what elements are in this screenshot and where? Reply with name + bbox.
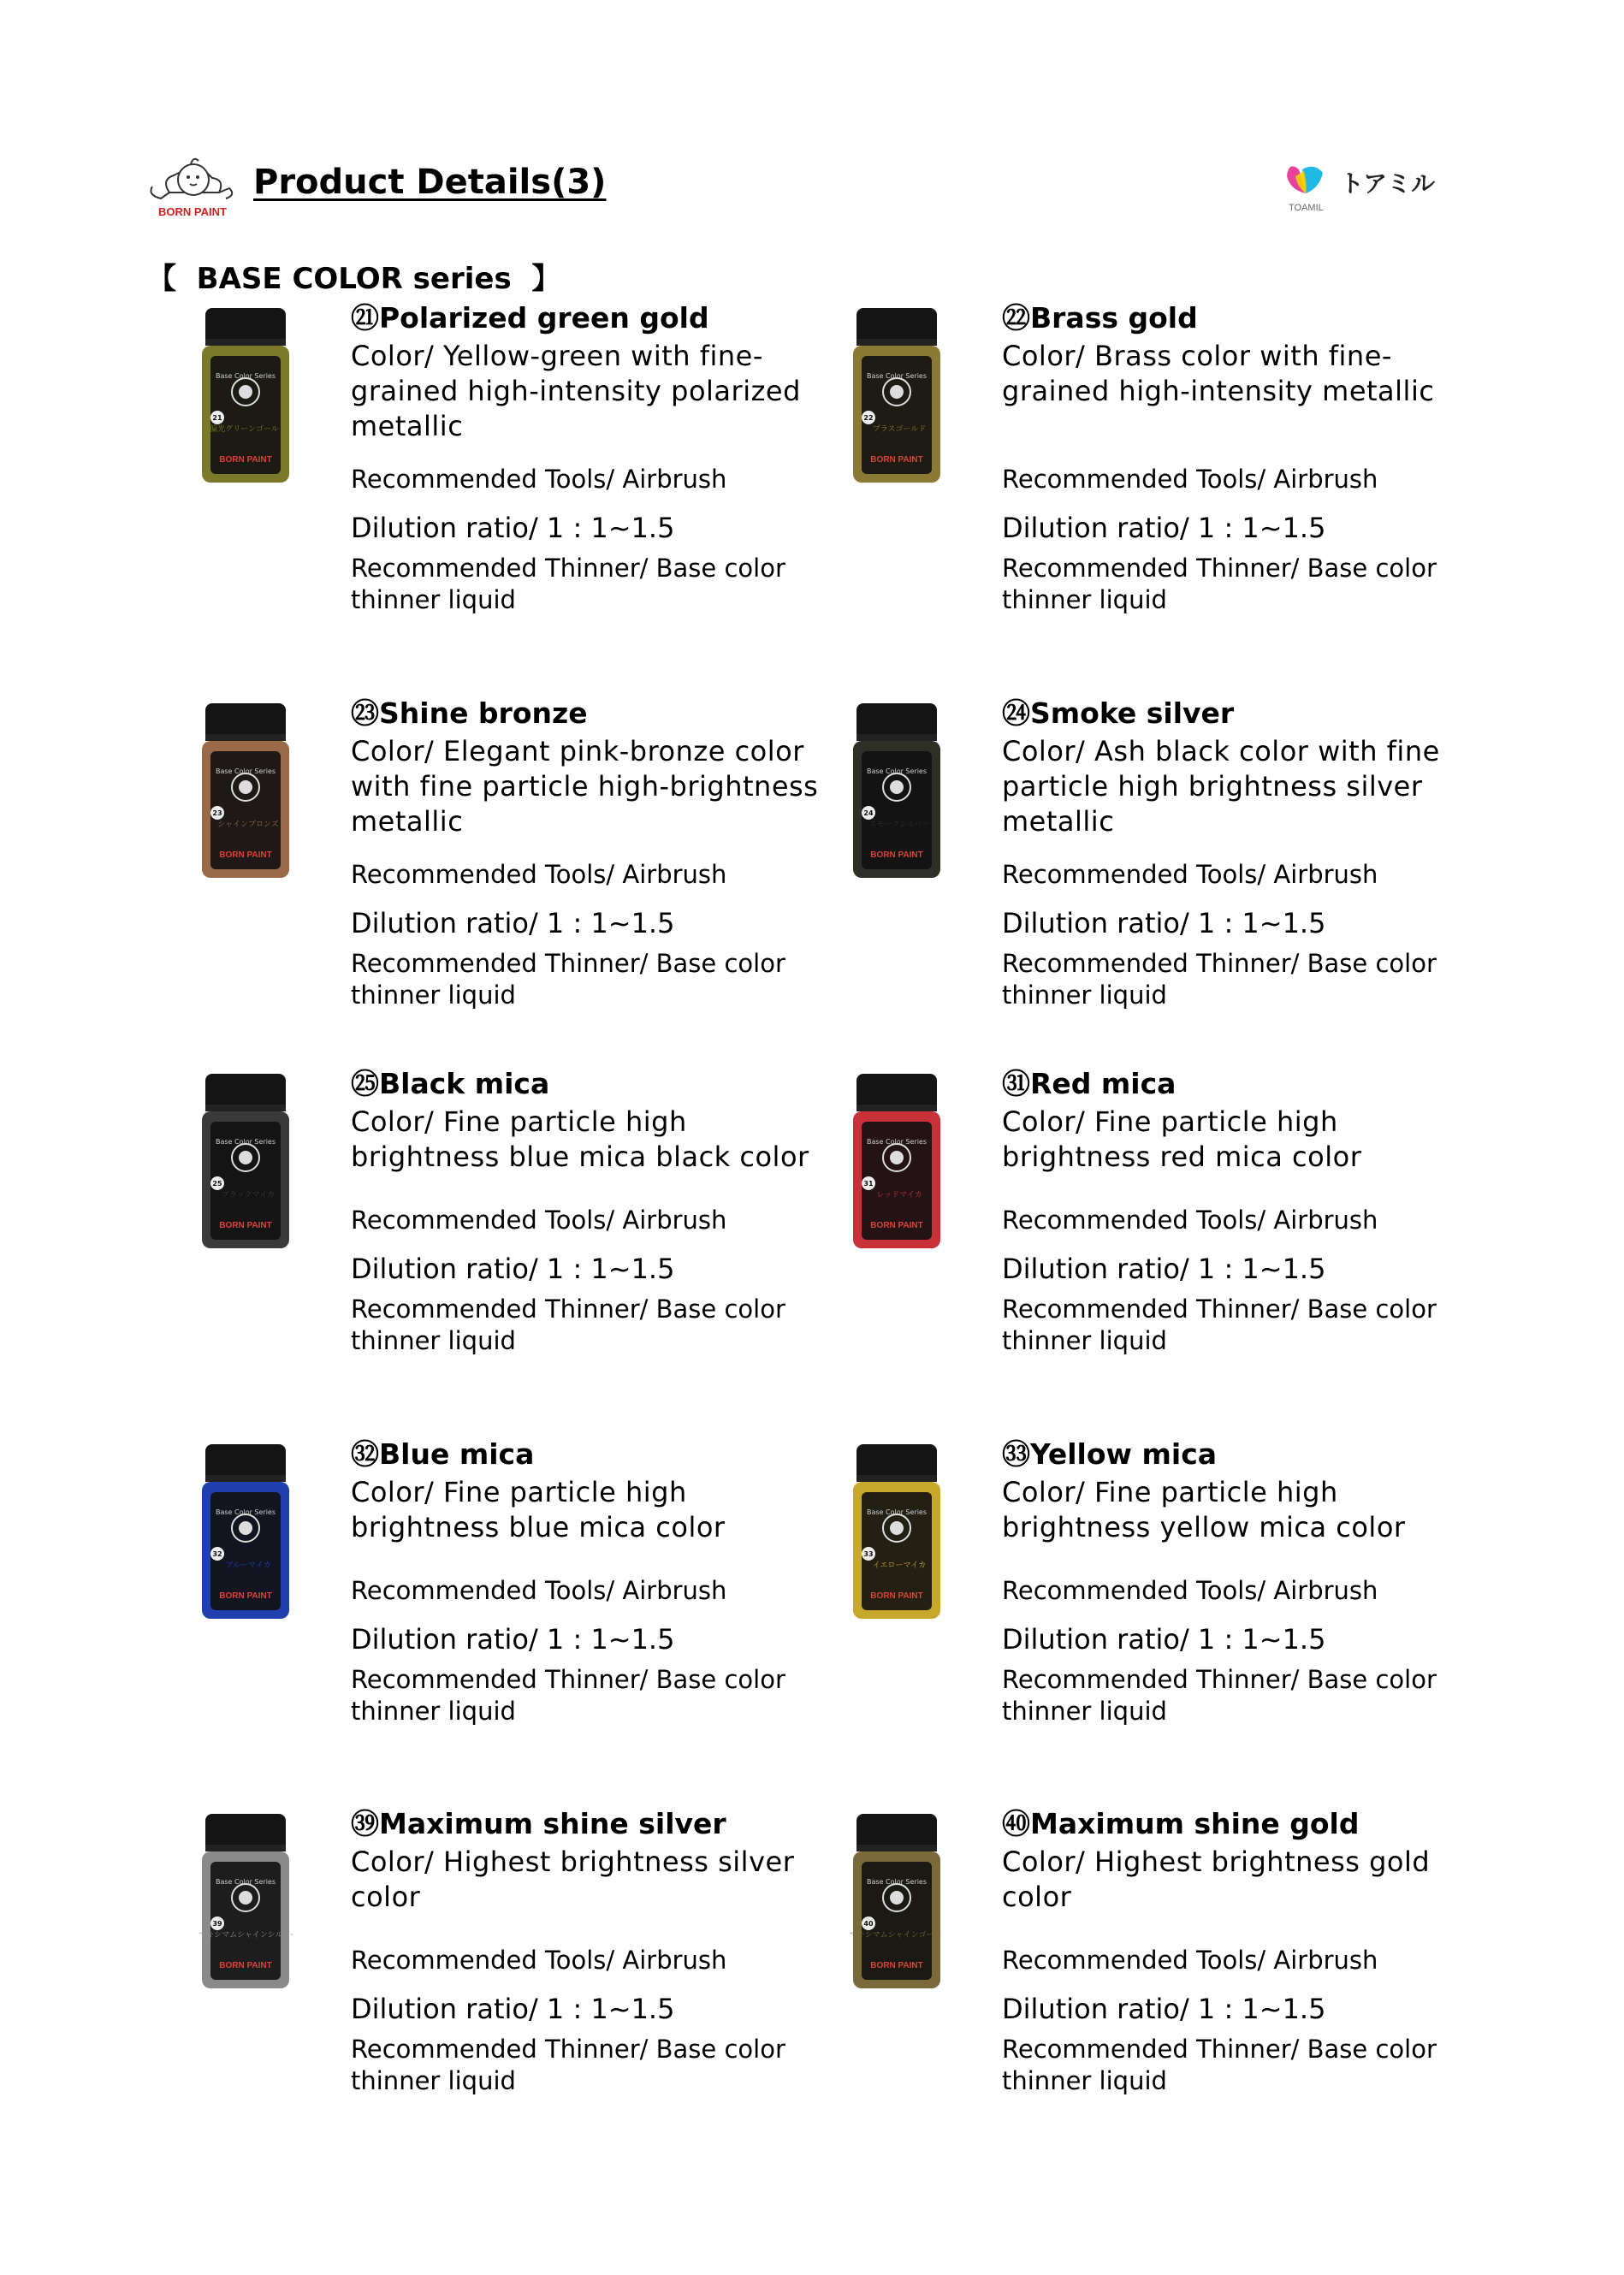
product-recommended-thinner: Recommended Thinner/ Base color thinner liquid [1002,1665,1437,1726]
product-color-description: Color/ Fine particle high brightness blue mica black color [351,1105,809,1173]
product-name: ㉛Red mica [1002,1067,1177,1100]
svg-text:レッドマイカ: レッドマイカ [876,1191,922,1200]
product-recommended-thinner: Recommended Thinner/ Base color thinner liquid [351,2035,785,2095]
svg-text:Base Color Series: Base Color Series [866,1508,928,1516]
svg-text:32: 32 [212,1550,222,1558]
product-recommended-tools: Recommended Tools/ Airbrush [351,860,727,889]
svg-text:偏光グリーンゴールド: 偏光グリーンゴールド [210,425,287,434]
product-color-description: Color/ Ash black color with fine particle high brightness silver metallic [1002,735,1440,838]
product-dilution-ratio: Dilution ratio/ 1 : 1~1.5 [1002,907,1326,939]
svg-text:Base Color Series: Base Color Series [215,1508,276,1516]
product-item [850,299,1517,650]
paint-bottle-image [850,702,944,881]
product-item [850,1065,1517,1416]
svg-text:Base Color Series: Base Color Series [215,767,276,775]
svg-text:BORN PAINT: BORN PAINT [870,850,923,860]
product-name: ㉝Yellow mica [1002,1437,1218,1471]
svg-text:BORN PAINT: BORN PAINT [870,1221,923,1230]
svg-text:31: 31 [863,1180,874,1188]
paint-bottle-image [199,1443,293,1622]
paint-bottle-image [199,1812,293,1992]
partner-logo-text: トアミル [1340,169,1436,198]
brand-logo-text: BORN PAINT [158,205,227,218]
product-info [351,695,830,1010]
svg-text:21: 21 [212,414,222,422]
product-info [351,1065,830,1355]
product-dilution-ratio: Dilution ratio/ 1 : 1~1.5 [1002,1253,1326,1285]
product-recommended-tools: Recommended Tools/ Airbrush [1002,1206,1378,1235]
svg-text:39: 39 [212,1920,222,1928]
svg-text:BORN PAINT: BORN PAINT [219,455,272,465]
svg-text:22: 22 [863,414,874,422]
svg-text:Base Color Series: Base Color Series [866,767,928,775]
paint-bottle-image [850,1072,944,1252]
product-info [1002,299,1481,614]
product-recommended-thinner: Recommended Thinner/ Base color thinner liquid [351,554,785,614]
section-heading: 【 BASE COLOR series 】 [147,262,561,296]
product-recommended-tools: Recommended Tools/ Airbrush [1002,1946,1378,1975]
paint-bottle-image [850,1443,944,1622]
paint-bottle-image [850,1812,944,1992]
product-recommended-thinner: Recommended Thinner/ Base color thinner liquid [1002,949,1437,1010]
svg-text:BORN PAINT: BORN PAINT [219,1221,272,1230]
product-recommended-thinner: Recommended Thinner/ Base color thinner liquid [351,949,785,1010]
product-info [1002,1065,1481,1355]
product-color-description: Color/ Highest brightness gold color [1002,1845,1431,1913]
product-name: ㊴Maximum shine silver [351,1807,726,1840]
svg-text:マキシマムシャインゴールド: マキシマムシャインゴールド [850,1931,944,1940]
product-recommended-tools: Recommended Tools/ Airbrush [351,465,727,494]
product-info [351,299,830,614]
product-dilution-ratio: Dilution ratio/ 1 : 1~1.5 [1002,1993,1326,2025]
product-dilution-ratio: Dilution ratio/ 1 : 1~1.5 [351,907,675,939]
product-name: ㉔Smoke silver [1002,696,1235,730]
product-item [199,1436,866,1786]
product-color-description: Color/ Fine particle high brightness red mica color [1002,1105,1362,1173]
svg-text:Base Color Series: Base Color Series [215,1138,276,1146]
product-name: ㊵Maximum shine gold [1002,1807,1360,1840]
product-name: ㉜Blue mica [351,1437,535,1471]
product-color-description: Color/ Elegant pink-bronze color with fine particle high-brightness metallic [351,735,819,838]
product-info [1002,695,1481,1010]
svg-text:Base Color Series: Base Color Series [866,1878,928,1886]
svg-text:BORN PAINT: BORN PAINT [219,1591,272,1601]
paint-bottle-image [850,306,944,486]
svg-text:マキシマムシャインシルバー: マキシマムシャインシルバー [199,1931,293,1940]
product-recommended-tools: Recommended Tools/ Airbrush [351,1576,727,1605]
svg-text:BORN PAINT: BORN PAINT [219,1961,272,1970]
product-info [1002,1436,1481,1726]
product-name: ㉑Polarized green gold [351,301,709,335]
paint-bottle-image [199,306,293,486]
product-dilution-ratio: Dilution ratio/ 1 : 1~1.5 [351,1623,675,1656]
product-item [199,1065,866,1416]
svg-text:スモークシルバー: スモークシルバー [868,821,930,829]
product-item [850,695,1517,1046]
svg-text:シャインブロンズ: シャインブロンズ [217,821,279,829]
product-color-description: Color/ Highest brightness silver color [351,1845,795,1913]
toamil-logo [1282,154,1444,222]
product-recommended-tools: Recommended Tools/ Airbrush [1002,860,1378,889]
product-item [199,1805,866,2156]
product-color-description: Color/ Yellow-green with fine-grained high-intensity polarized metallic [351,340,801,442]
product-dilution-ratio: Dilution ratio/ 1 : 1~1.5 [1002,1623,1326,1656]
svg-text:24: 24 [863,809,874,817]
svg-text:ブラックマイカ: ブラックマイカ [221,1191,276,1200]
svg-text:33: 33 [863,1550,874,1558]
product-info [351,1805,830,2095]
svg-text:BORN PAINT: BORN PAINT [219,850,272,860]
product-recommended-thinner: Recommended Thinner/ Base color thinner liquid [1002,554,1437,614]
born-paint-logo [144,145,242,222]
product-item [850,1436,1517,1786]
product-dilution-ratio: Dilution ratio/ 1 : 1~1.5 [1002,512,1326,544]
product-recommended-tools: Recommended Tools/ Airbrush [1002,1576,1378,1605]
product-dilution-ratio: Dilution ratio/ 1 : 1~1.5 [351,1253,675,1285]
product-name: ㉒Brass gold [1002,301,1198,335]
product-color-description: Color/ Brass color with fine-grained high-intensity metallic [1002,340,1435,407]
svg-text:BORN PAINT: BORN PAINT [870,455,923,465]
svg-text:Base Color Series: Base Color Series [215,1878,276,1886]
product-color-description: Color/ Fine particle high brightness blue mica color [351,1476,726,1543]
paint-bottle-image [199,1072,293,1252]
product-dilution-ratio: Dilution ratio/ 1 : 1~1.5 [351,512,675,544]
svg-text:イエローマイカ: イエローマイカ [872,1561,927,1570]
product-item [199,695,866,1046]
svg-text:ブラスゴールド: ブラスゴールド [872,425,927,434]
svg-text:Base Color Series: Base Color Series [215,372,276,380]
svg-text:25: 25 [212,1180,222,1188]
product-name: ㉕Black mica [351,1067,550,1100]
partner-logo-sub: TOAMIL [1289,203,1324,213]
product-item [850,1805,1517,2156]
svg-text:40: 40 [863,1920,874,1928]
svg-text:Base Color Series: Base Color Series [866,372,928,380]
svg-text:Base Color Series: Base Color Series [866,1138,928,1146]
svg-text:BORN PAINT: BORN PAINT [870,1961,923,1970]
paint-bottle-image [199,702,293,881]
product-recommended-thinner: Recommended Thinner/ Base color thinner liquid [1002,2035,1437,2095]
product-name: ㉓Shine bronze [351,696,588,730]
product-recommended-tools: Recommended Tools/ Airbrush [1002,465,1378,494]
page-header [144,145,1444,231]
svg-text:ブルーマイカ: ブルーマイカ [225,1561,271,1570]
product-recommended-tools: Recommended Tools/ Airbrush [351,1206,727,1235]
product-info [1002,1805,1481,2095]
product-dilution-ratio: Dilution ratio/ 1 : 1~1.5 [351,1993,675,2025]
product-item [199,299,866,650]
svg-text:BORN PAINT: BORN PAINT [870,1591,923,1601]
product-recommended-thinner: Recommended Thinner/ Base color thinner liquid [351,1294,785,1355]
product-recommended-thinner: Recommended Thinner/ Base color thinner liquid [351,1665,785,1726]
product-color-description: Color/ Fine particle high brightness yellow mica color [1002,1476,1406,1543]
page-title: Product Details(3) [253,163,607,202]
product-recommended-tools: Recommended Tools/ Airbrush [351,1946,727,1975]
product-recommended-thinner: Recommended Thinner/ Base color thinner liquid [1002,1294,1437,1355]
svg-text:23: 23 [212,809,222,817]
product-info [351,1436,830,1726]
